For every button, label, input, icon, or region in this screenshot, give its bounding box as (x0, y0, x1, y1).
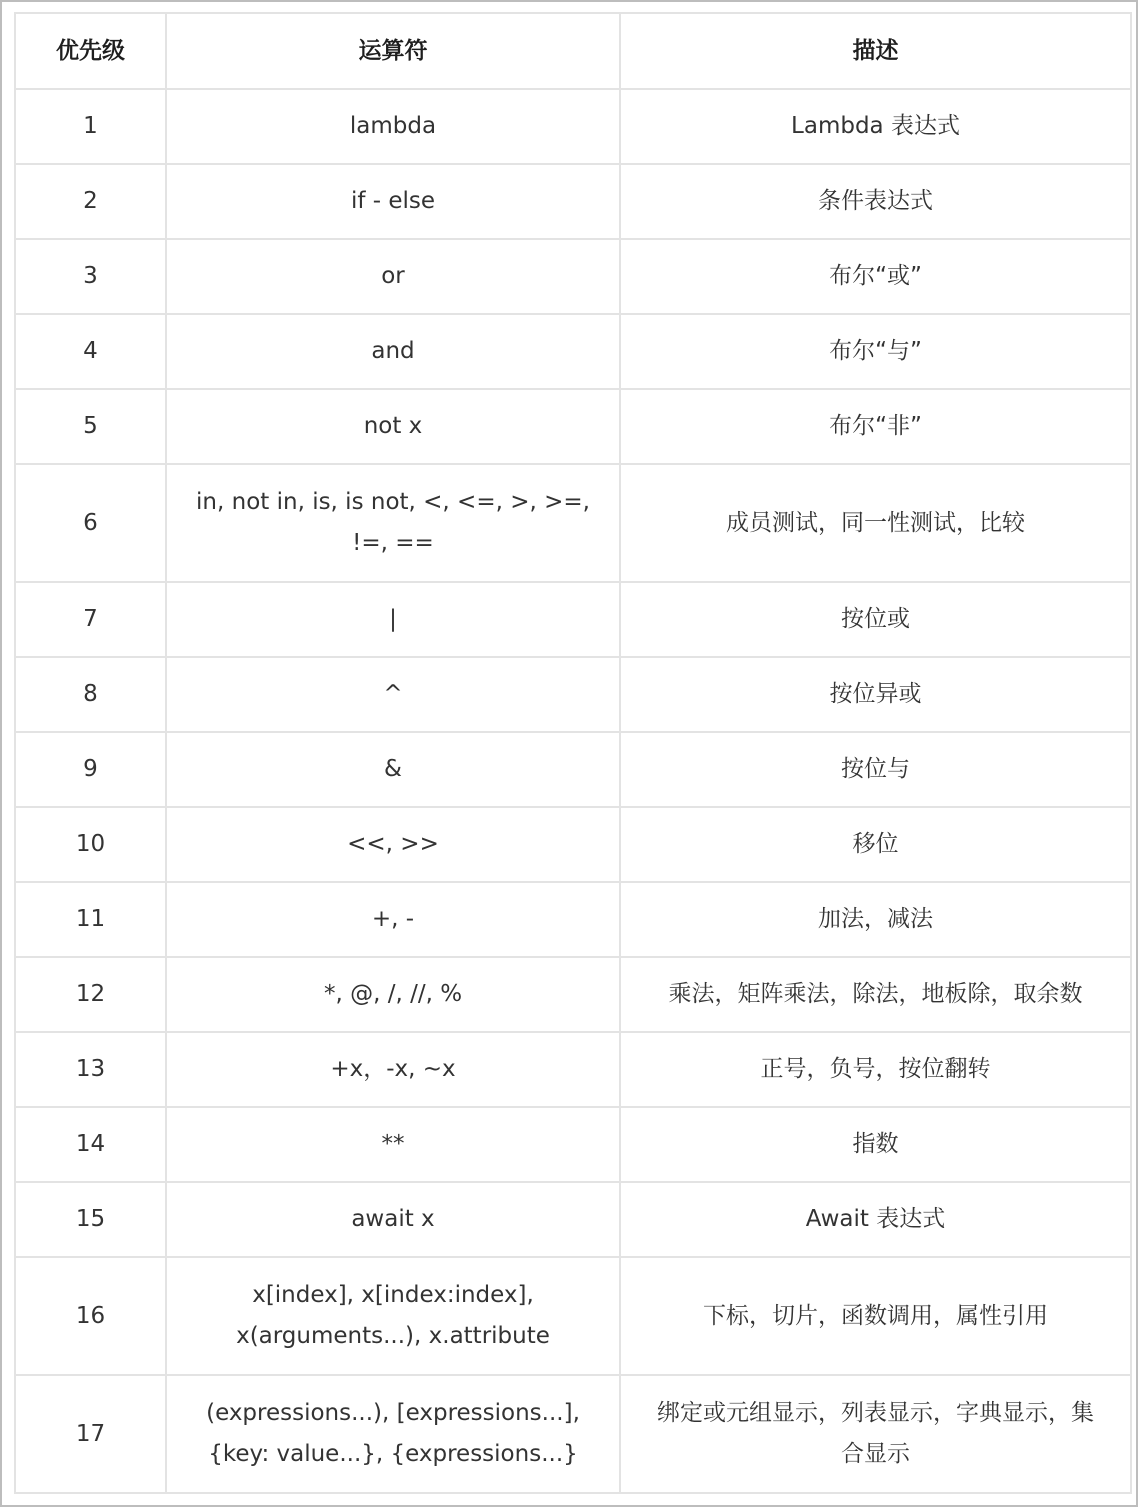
priority-cell: 2 (15, 164, 166, 239)
table-row (15, 882, 1131, 957)
priority-cell: 8 (15, 657, 166, 732)
description-cell: Lambda 表达式 (620, 89, 1131, 164)
table-row (15, 314, 1131, 389)
table-row (15, 389, 1131, 464)
priority-cell: 14 (15, 1107, 166, 1182)
table-row (15, 582, 1131, 657)
operator-cell: +x，-x, ~x (166, 1032, 620, 1107)
description-cell: 指数 (620, 1107, 1131, 1182)
description-cell: 成员测试，同一性测试，比较 (620, 464, 1131, 582)
description-cell: 条件表达式 (620, 164, 1131, 239)
table-row (15, 164, 1131, 239)
operator-cell: ** (166, 1107, 620, 1182)
priority-cell: 13 (15, 1032, 166, 1107)
header-row (15, 13, 1131, 89)
priority-cell: 3 (15, 239, 166, 314)
priority-cell: 12 (15, 957, 166, 1032)
table-row (15, 657, 1131, 732)
table-header (15, 13, 1131, 89)
priority-cell: 4 (15, 314, 166, 389)
table-row (15, 1375, 1131, 1493)
description-cell: 加法，减法 (620, 882, 1131, 957)
priority-cell: 5 (15, 389, 166, 464)
table-row (15, 1182, 1131, 1257)
description-cell: 正号，负号，按位翻转 (620, 1032, 1131, 1107)
priority-cell: 11 (15, 882, 166, 957)
operator-cell: not x (166, 389, 620, 464)
description-cell: 布尔“与” (620, 314, 1131, 389)
operator-cell: (expressions...), [expressions...], {key: value...}, {expressions...} (166, 1375, 620, 1493)
table-row (15, 89, 1131, 164)
header-priority: 优先级 (15, 13, 166, 89)
header-operator: 运算符 (166, 13, 620, 89)
description-cell: 绑定或元组显示，列表显示，字典显示，集合显示 (620, 1375, 1131, 1493)
operator-cell: & (166, 732, 620, 807)
priority-cell: 16 (15, 1257, 166, 1375)
header-description: 描述 (620, 13, 1131, 89)
description-cell: 按位与 (620, 732, 1131, 807)
description-cell: 布尔“或” (620, 239, 1131, 314)
priority-cell: 9 (15, 732, 166, 807)
operator-cell: or (166, 239, 620, 314)
table-row (15, 1107, 1131, 1182)
description-cell: Await 表达式 (620, 1182, 1131, 1257)
operator-cell: and (166, 314, 620, 389)
operator-precedence-table (14, 12, 1132, 1494)
description-cell: 移位 (620, 807, 1131, 882)
table-row (15, 1257, 1131, 1375)
description-cell: 按位异或 (620, 657, 1131, 732)
table-body (15, 89, 1131, 1493)
priority-cell: 7 (15, 582, 166, 657)
operator-cell: await x (166, 1182, 620, 1257)
priority-cell: 1 (15, 89, 166, 164)
operator-cell: *, @, /, //, % (166, 957, 620, 1032)
table-row (15, 1032, 1131, 1107)
table-row (15, 732, 1131, 807)
priority-cell: 6 (15, 464, 166, 582)
description-cell: 下标，切片，函数调用，属性引用 (620, 1257, 1131, 1375)
operator-cell: if - else (166, 164, 620, 239)
operator-cell: in, not in, is, is not, <, <=, >, >=, !=, == (166, 464, 620, 582)
operator-cell: x[index], x[index:index], x(arguments...), x.attribute (166, 1257, 620, 1375)
operator-cell: <<, >> (166, 807, 620, 882)
operator-cell: lambda (166, 89, 620, 164)
description-cell: 按位或 (620, 582, 1131, 657)
priority-cell: 17 (15, 1375, 166, 1493)
operator-cell: +, - (166, 882, 620, 957)
table-row (15, 239, 1131, 314)
priority-cell: 15 (15, 1182, 166, 1257)
operator-cell: ^ (166, 657, 620, 732)
operator-cell: | (166, 582, 620, 657)
priority-cell: 10 (15, 807, 166, 882)
description-cell: 布尔“非” (620, 389, 1131, 464)
table-row (15, 957, 1131, 1032)
table-row (15, 464, 1131, 582)
table-row (15, 807, 1131, 882)
description-cell: 乘法，矩阵乘法，除法，地板除，取余数 (620, 957, 1131, 1032)
